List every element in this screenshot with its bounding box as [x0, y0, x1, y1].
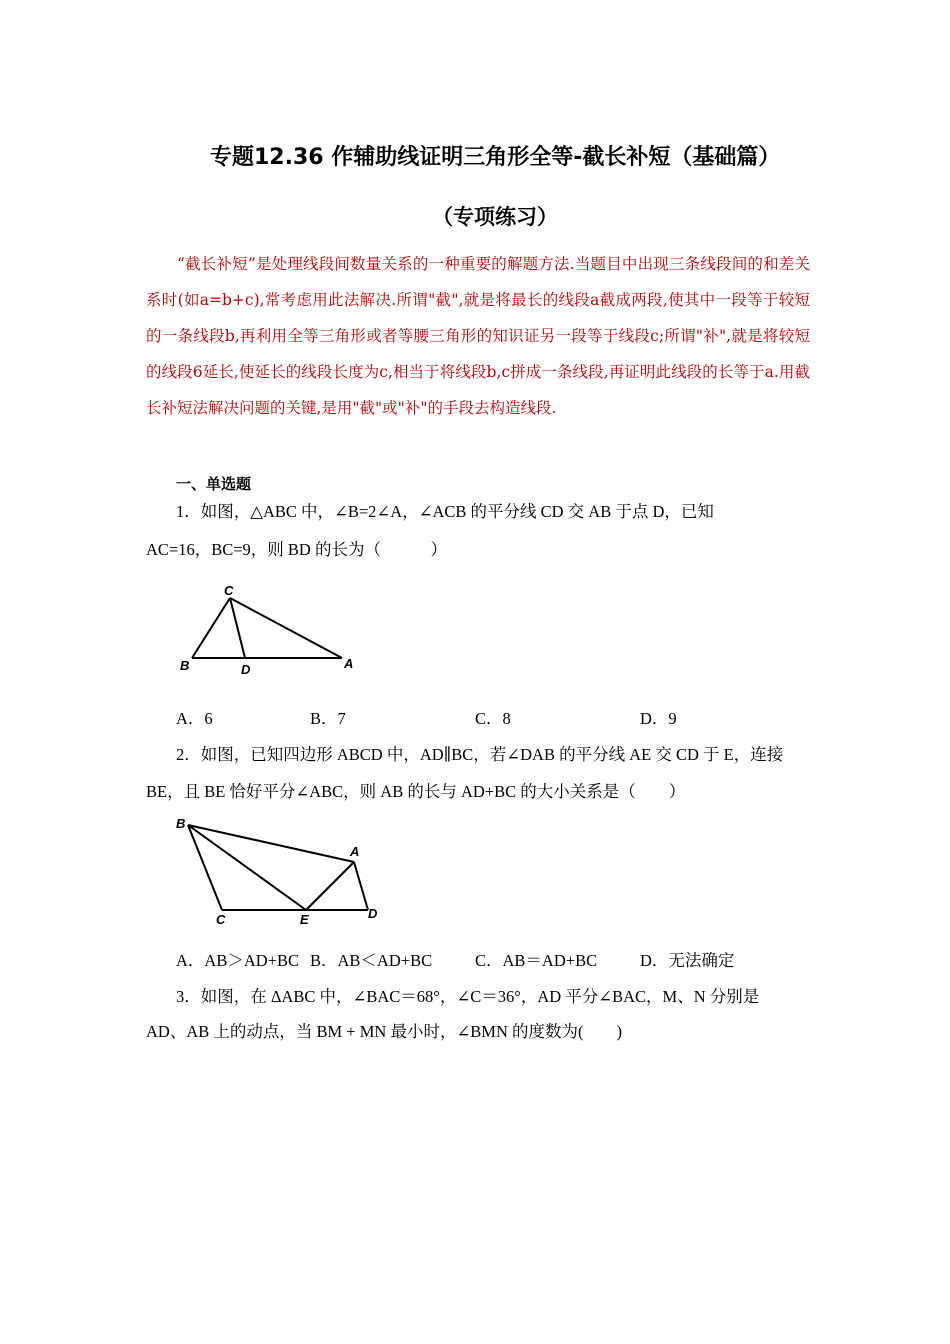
q1-segment-CD — [230, 598, 245, 658]
q2-label-B: B — [176, 816, 186, 831]
q2-line1: 2．如图，已知四边形 ABCD 中，AD∥BC，若∠DAB 的平分线 AE 交 CD 于 E，连接 — [176, 745, 784, 764]
q2-option-a: A．AB＞AD+BC — [176, 951, 299, 970]
q1-option-d: D．9 — [640, 709, 677, 728]
q2-option-b: B．AB＜AD+BC — [310, 951, 433, 970]
q2-option-c: C．AB＝AD+BC — [475, 951, 598, 970]
q2-label-A: A — [350, 844, 360, 859]
q1-option-b: B．7 — [310, 709, 346, 728]
q3-line1: 3．如图，在 ΔABC 中，∠BAC＝68°，∠C＝36°，AD 平分∠BAC，M、N 分别是 — [176, 987, 760, 1006]
page-title: 专题12.36 作辅助线证明三角形全等-截长补短（基础篇） — [210, 145, 781, 170]
q1-option-c: C．8 — [475, 709, 511, 728]
q1-figure — [176, 580, 366, 680]
q1-label-A: A — [344, 656, 354, 671]
q1-segment-BC — [192, 598, 230, 658]
q2-option-d: D．无法确定 — [640, 951, 735, 970]
page-subtitle: （专项练习） — [432, 205, 558, 229]
q1-segment-CA — [230, 598, 342, 658]
intro-paragraph — [146, 246, 810, 426]
q2-label-E: E — [300, 912, 309, 927]
q1-label-C: C — [224, 583, 234, 598]
q1-line1: 1．如图，△ABC 中，∠B=2∠A，∠ACB 的平分线 CD 交 AB 于点 D，已知 — [176, 502, 714, 521]
q2-segment-AD — [354, 862, 368, 910]
q2-segment-AE — [306, 862, 354, 910]
q2-line2: BE，且 BE 恰好平分∠ABC，则 AB 的长与 AD+BC 的大小关系是（ ） — [146, 782, 686, 801]
q2-figure — [170, 810, 390, 935]
q1-option-a: A．6 — [176, 709, 213, 728]
intro-text: “截长补短”是处理线段间数量关系的一种重要的解题方法.当题目中出现三条线段间的和差关系时(如a=b+c),常考虑用此法解决.所谓"截",就是将最长的线段a截成两段,使其中一段等于较短的一条线段b,再利用全等三角形或者等腰三角形的知识证另一段等于线段c;所谓"补",就是将较短的线段6延长,使延长的线段长度为c,相当于将线段b,c拼成一条线段,再证明此线段的长等于a.用截长补短法解决问题的关键,是用"截"或"补"的手段去构造线段. — [146, 255, 810, 417]
q3-line2: AD、AB 上的动点，当 BM + MN 最小时，∠BMN 的度数为( ) — [146, 1022, 622, 1041]
q2-label-D: D — [368, 906, 378, 921]
q1-label-D: D — [241, 662, 251, 677]
section-heading: 一、单选题 — [176, 475, 252, 493]
q2-label-C: C — [216, 912, 226, 927]
q1-line2: AC=16，BC=9，则 BD 的长为（ ） — [146, 540, 447, 559]
q1-label-B: B — [180, 658, 190, 673]
